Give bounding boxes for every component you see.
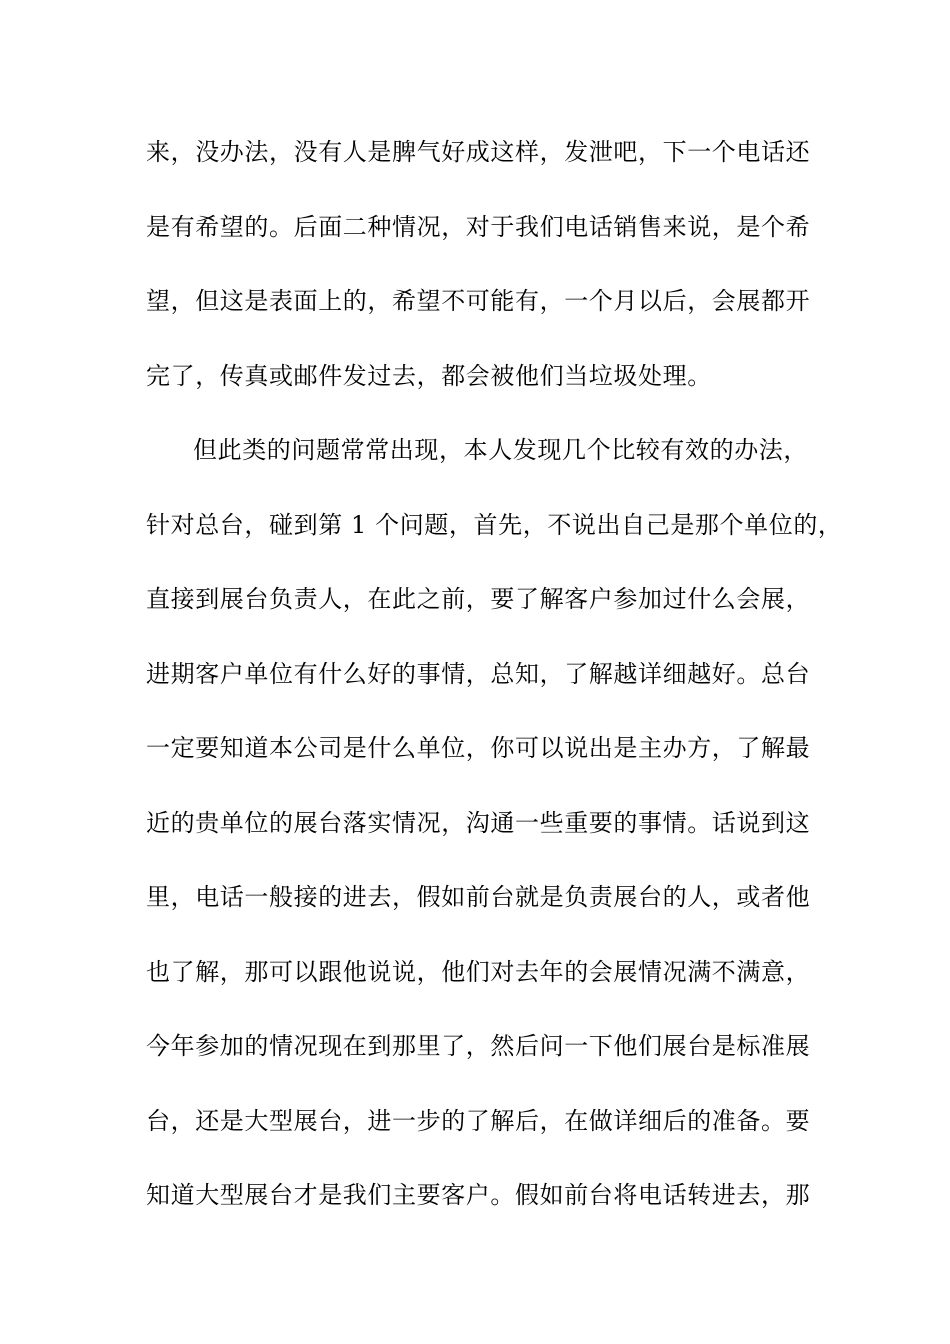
text-line: 里，电话一般接的进去，假如前台就是负责展台的人，或者他: [146, 883, 811, 911]
text-line: 台，还是大型展台，进一步的了解后，在做详细后的准备。要: [146, 1106, 811, 1135]
document-body: [146, 128, 843, 1246]
text-line: 直接到展台负责人，在此之前，要了解客户参加过什么会展，: [146, 585, 811, 613]
text-line: 望，但这是表面上的，希望不可能有，一个月以后，会展都开: [146, 287, 811, 315]
text-line: 完了，传真或邮件发过去，都会被他们当垃圾处理。: [146, 361, 712, 390]
text-line: 一定要知道本公司是什么单位，你可以说出是主办方，了解最: [146, 734, 811, 762]
text-line: 今年参加的情况现在到那里了，然后问一下他们展台是标准展: [146, 1032, 811, 1060]
paragraph-first-line: 但此类的问题常常出现，本人发现几个比较有效的办法，: [193, 436, 808, 464]
text-line: 知道大型展台才是我们主要客户。假如前台将电话转进去，那: [146, 1181, 811, 1209]
text-line: 是有希望的。后面二种情况，对于我们电话销售来说，是个希: [146, 212, 811, 241]
text-line: 近的贵单位的展台落实情况，沟通一些重要的事情。话说到这: [146, 808, 811, 837]
text-line: 进期客户单位有什么好的事情，总知，了解越详细越好。总台: [146, 659, 811, 688]
text-line: 也了解，那可以跟他说说，他们对去年的会展情况满不满意，: [146, 957, 811, 986]
text-line: 来，没办法，没有人是脾气好成这样，发泄吧，下一个电话还: [146, 138, 811, 166]
text-line: 针对总台，碰到第 1 个问题，首先，不说出自己是那个单位的，: [146, 510, 843, 539]
